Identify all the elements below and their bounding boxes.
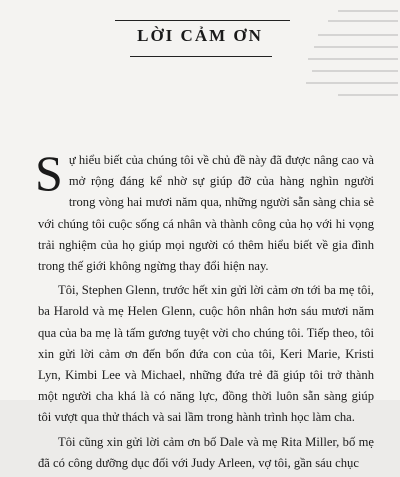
drop-cap: S [35, 145, 63, 201]
paragraph-2: Tôi, Stephen Glenn, trước hết xin gửi lời cảm ơn tới ba mẹ tôi, ba Harold và mẹ Helen Glenn, cuộc hôn nhân hơn sáu mươi năm qua của ba mẹ là tấm gương tuyệt vời cho chúng tôi. Tiếp theo, tôi xin gửi lời cảm ơn đến bốn đứa con của tôi, Keri Marie, Kristi Lyn, Kimbi Lee và Michael, những đứa trẻ đã giúp tôi trở thành một người cha khá là có năng lực, đồng thời luôn sẵn sàng giúp tôi vượt qua thử thách và sai lầm trong hành trình học làm cha. [38, 283, 374, 425]
body-text [35, 145, 374, 477]
paragraph-3: Tôi cũng xin gửi lời cảm ơn bố Dale và mẹ Rita Miller, bố mẹ đã có công dưỡng dục đối với Judy Arleen, vợ tôi, gần sáu chục [38, 434, 374, 470]
heading-underline [130, 56, 272, 57]
paragraph-1 [35, 145, 374, 277]
paragraph-1-text: ự hiểu biết của chúng tôi về chủ đề này đã được nâng cao và mở rộng đáng kể nhờ sự giúp đỡ của hàng nghìn người trong vòng hai mươi năm qua, những người sẵn sàng chia sẻ với chúng tôi cuộc sống cá nhân và thành công của họ với hi vọng trải nghiệm của họ giúp mọi người có thêm hiểu biết về gia đình trong thế giới không ngừng thay đổi hiện nay. [38, 153, 374, 274]
chapter-heading-block [0, 14, 400, 44]
heading-top-rule [115, 20, 290, 21]
chapter-title: LỜI CẢM ƠN [137, 26, 263, 45]
